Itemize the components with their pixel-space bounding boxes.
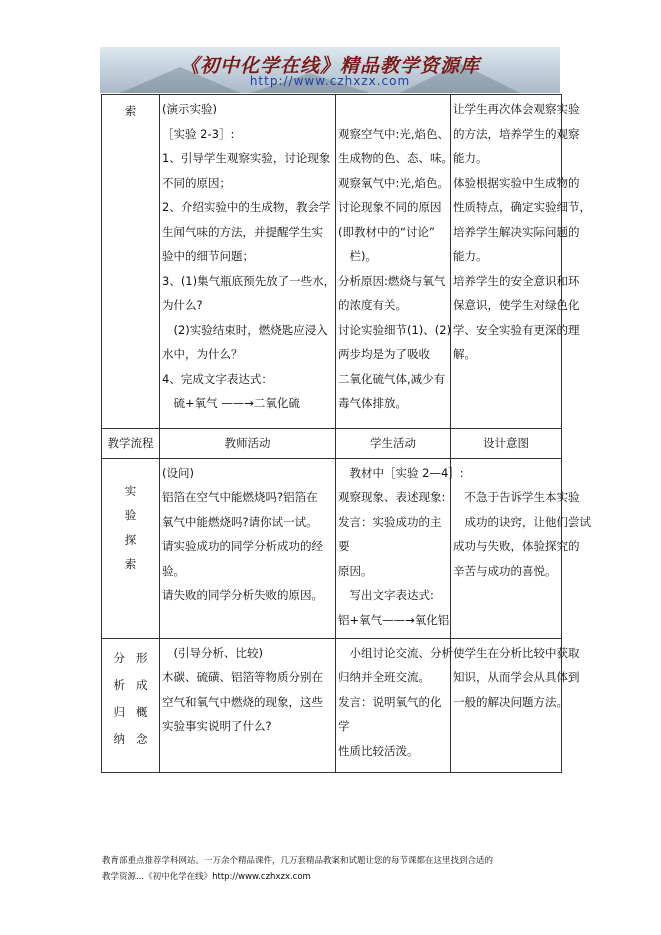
text-line: 1、引导学生观察实验，讨论现象 bbox=[162, 151, 331, 165]
student-activity-cell bbox=[336, 638, 451, 772]
lesson-plan-table bbox=[101, 94, 591, 773]
text-line: 写出文字表达式: bbox=[338, 588, 434, 602]
text-line: 一般的解决问题方法。 bbox=[453, 694, 568, 709]
text-line: 学 bbox=[338, 719, 350, 733]
text-line: (引导分析、比较) bbox=[162, 645, 263, 660]
text-line: 二氧化硫气体,减少有 bbox=[338, 371, 446, 386]
text-line: 让学生再次体会观察实验 bbox=[453, 102, 580, 116]
text-line: 性质特点，确定实验细节， bbox=[453, 200, 591, 214]
design-intent-cell bbox=[451, 458, 591, 638]
text-line: 讨论实验细节(1)、(2) bbox=[338, 322, 452, 337]
text-line: 原因。 bbox=[338, 563, 373, 578]
banner-title: 《初中化学在线》精品教学资源库 bbox=[179, 55, 480, 77]
banner-url[interactable]: http://www.czhxzx.com bbox=[249, 74, 411, 88]
page-footer bbox=[102, 853, 572, 885]
teacher-activity-cell bbox=[160, 638, 336, 772]
header-cell: 教学流程 bbox=[102, 429, 160, 459]
text-line: 的方法，培养学生的观察 bbox=[453, 126, 580, 141]
stage-cell bbox=[102, 458, 160, 638]
text-line: 保意识，使学生对绿色化 bbox=[453, 298, 580, 312]
text-line: 体验根据实验中生成物的 bbox=[453, 175, 580, 190]
text-line: 观察氧气中:光,焰色。 bbox=[338, 175, 450, 190]
text-line: 请失败的同学分析失败的原因。 bbox=[162, 588, 323, 602]
text-line: 2、介绍实验中的生成物，教会学 bbox=[162, 200, 331, 214]
table-row bbox=[102, 458, 562, 638]
text-line: 讨论现象不同的原因 bbox=[338, 200, 442, 214]
table-header-row bbox=[102, 429, 562, 459]
text-line: (演示实验) bbox=[162, 102, 217, 116]
stage-char: 概 bbox=[136, 704, 148, 719]
stage-char: 念 bbox=[136, 731, 148, 746]
design-intent-cell bbox=[451, 638, 580, 772]
text-line: 水中，为什么？ bbox=[162, 347, 243, 361]
header-cell: 设计意图 bbox=[451, 429, 562, 459]
text-line: 氧气中能燃烧吗?请你试一试。 bbox=[162, 514, 318, 529]
text-line: 空气和氧气中燃烧的现象，这些 bbox=[162, 694, 323, 709]
text-line: 成功的诀窍，让他们尝试 bbox=[453, 514, 591, 529]
text-line: 知识，从而学会从具体到 bbox=[453, 670, 580, 684]
stage-char: 分 bbox=[113, 650, 125, 665]
text-line: 铝箔在空气中能燃烧吗?铝箔在 bbox=[162, 490, 318, 504]
student-activity-cell bbox=[336, 95, 451, 429]
stage-cell bbox=[102, 95, 160, 429]
text-line: 验。 bbox=[162, 563, 185, 578]
text-line: 解。 bbox=[453, 347, 476, 361]
text-line: 发言：实验成功的主 bbox=[338, 514, 442, 529]
stage-char: 实 bbox=[124, 483, 137, 498]
text-line: 毒气体排放。 bbox=[338, 396, 407, 410]
stage-char: 探 bbox=[124, 532, 137, 547]
text-line: 生闻气味的方法，并提醒学生实 bbox=[162, 224, 323, 239]
text-line: 发言：说明氧气的化 bbox=[338, 694, 442, 709]
text-line: ［实验 2-3］: bbox=[162, 126, 235, 141]
teacher-activity-cell bbox=[160, 95, 336, 429]
stage-char: 验 bbox=[124, 508, 137, 522]
text-line: 观察现象、表述现象: bbox=[338, 490, 446, 504]
text-line: 为什么? bbox=[162, 298, 203, 312]
text-line: 不同的原因； bbox=[162, 175, 231, 190]
text-line: 木碳、硫磺、铝箔等物质分别在 bbox=[162, 670, 323, 684]
text-line: (设问) bbox=[162, 465, 194, 480]
stage-char: 形 bbox=[136, 650, 148, 665]
text-line: 观察空气中:光,焰色、 bbox=[338, 126, 450, 141]
text-line: 培养学生解决实际问题的 bbox=[453, 224, 580, 239]
footer-line[interactable]: 教学资源...《初中化学在线》http://www.czhxzx.com bbox=[102, 872, 311, 882]
text-line bbox=[338, 97, 448, 122]
text-line: 小组讨论交流、分析 bbox=[338, 645, 453, 660]
text-line: 的浓度有关。 bbox=[338, 298, 407, 312]
stage-cell bbox=[102, 638, 160, 772]
text-line: 学、安全实验有更深的理 bbox=[453, 322, 580, 337]
header-cell: 学生活动 bbox=[336, 429, 451, 459]
text-line: 不急于告诉学生本实验 bbox=[453, 490, 580, 504]
stage-char: 成 bbox=[136, 677, 148, 692]
stage-char: 析 bbox=[113, 677, 125, 692]
text-line: 验中的细节问题； bbox=[162, 249, 254, 263]
table-row bbox=[102, 638, 562, 772]
teacher-activity-cell bbox=[160, 458, 336, 638]
text-line: 分析原因:燃烧与氧气 bbox=[338, 273, 446, 288]
stage-grid bbox=[102, 639, 159, 759]
text-line: 要 bbox=[338, 539, 350, 553]
text-line: 实验事实说明了什么? bbox=[162, 719, 272, 733]
text-line: 生成物的色、态、味。 bbox=[338, 151, 453, 165]
text-line: 成功与失败，体验探究的 bbox=[453, 539, 580, 553]
text-line: 性质比较活泼。 bbox=[338, 743, 419, 758]
text-line: 教材中［实验 2—4］: bbox=[338, 465, 464, 480]
text-line: 使学生在分析比较中获取 bbox=[453, 645, 580, 660]
header-cell: 教师活动 bbox=[160, 429, 336, 459]
footer-line: 教育部重点推荐学科网站。一万余个精品课件，几万套精品教案和试题让您的每节课都在这里找到合适的 bbox=[102, 856, 494, 866]
stage-char: 索 bbox=[124, 557, 137, 571]
text-line: 硫+氧气 ——→二氧化硫 bbox=[162, 396, 300, 410]
text-line: (2)实验结束时，燃烧匙应浸入 bbox=[162, 322, 328, 337]
text-line: 能力。 bbox=[453, 249, 488, 263]
stage-label: 索 bbox=[124, 104, 137, 118]
stage-char: 归 bbox=[113, 704, 125, 719]
stage-char: 纳 bbox=[113, 731, 125, 746]
text-line: 铝+氧气——→氧化铝 bbox=[338, 612, 450, 627]
design-intent-cell bbox=[451, 95, 591, 429]
text-line: 培养学生的安全意识和环 bbox=[453, 273, 580, 288]
student-activity-cell bbox=[336, 458, 464, 638]
text-line: 3、(1)集气瓶底预先放了一些水， bbox=[162, 273, 336, 288]
site-banner bbox=[100, 47, 560, 93]
text-line: 归纳并全班交流。 bbox=[338, 670, 430, 684]
text-line: 辛苦与成功的喜悦。 bbox=[453, 563, 557, 578]
text-line: 两步均是为了吸收 bbox=[338, 347, 430, 361]
text-line: (即教材中的“讨论” bbox=[338, 224, 435, 239]
text-line: 请实验成功的同学分析成功的经 bbox=[162, 539, 323, 553]
text-line: 4、完成文字表达式： bbox=[162, 371, 273, 386]
text-line: 能力。 bbox=[453, 151, 488, 165]
text-line bbox=[453, 461, 559, 486]
text-line: 栏)。 bbox=[338, 249, 377, 263]
table-row bbox=[102, 95, 562, 429]
